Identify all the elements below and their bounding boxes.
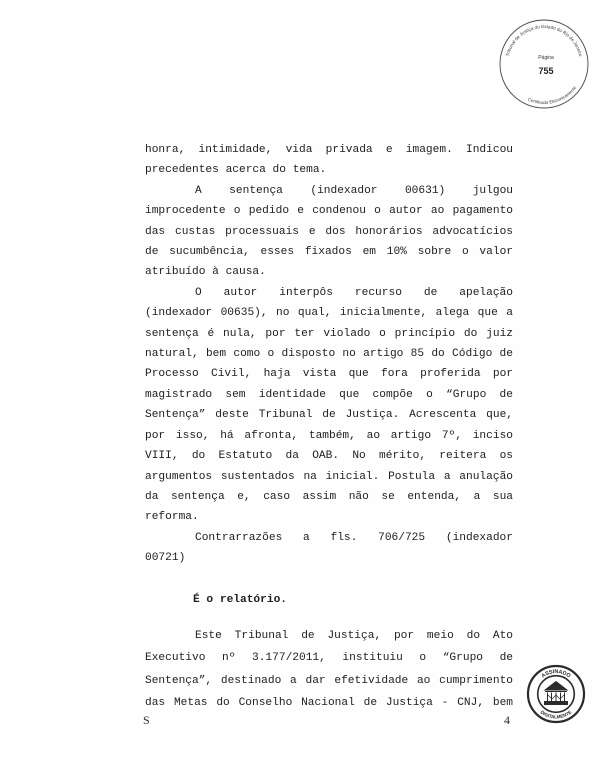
text-line: honra, intimidade, vida privada e imagem. Indicou (145, 144, 513, 156)
stamp-page-label: Página (538, 55, 554, 61)
text-line: A sentença (indexador 00631) julgou (195, 184, 513, 197)
text-line: Processo Civil, haja vista que fora proferida por (145, 368, 513, 381)
stamp-arc-bottom-text: Certificado Eletronicamente (527, 85, 578, 105)
paragraph (145, 283, 513, 528)
text-line: (indexador 00635), no qual, inicialmente, alega que a (145, 307, 513, 320)
text-line: de sucumbência, esses fixados em 10% sobre o valor (145, 246, 513, 259)
stamp-page-number: 755 (538, 66, 554, 76)
text-line: Executivo nº 3.177/2011, instituiu o “Grupo de (145, 652, 513, 665)
text-line: 00721) (145, 552, 186, 565)
closing-paragraph (145, 625, 513, 714)
body-text (145, 140, 513, 569)
text-line: natural, bem como o disposto no artigo 85 do Código de (145, 348, 513, 361)
text-line: da sentença e, caso assim não se entenda, a sua (145, 490, 513, 503)
seal-arc-top-text: ASSINADO (540, 669, 572, 680)
stamp-ring (500, 20, 588, 108)
text-line: Sentença”, destinado a dar efetividade ao cumprimento (145, 674, 513, 687)
text-line: precedentes acerca do tema. (145, 164, 327, 177)
text-line: atribuído à causa. (145, 266, 266, 279)
court-emblem-icon (545, 682, 568, 705)
text-line: O autor interpôs recurso de apelação (195, 286, 513, 299)
text-line: das custas processuais e dos honorários advocatícios (145, 225, 513, 238)
text-line: improcedente o pedido e condenou o autor ao pagamento (145, 205, 513, 218)
paragraph (145, 528, 513, 569)
text-line: Sentença” deste Tribunal de Justiça. Acrescenta que, (145, 409, 513, 422)
text-line: magistrado sem identidade que compõe o “Grupo de (145, 388, 513, 401)
text-line: VIII, do Estatuto da OAB. No mérito, reitera os (145, 450, 513, 463)
text-line: Contrarrazões a fls. 706/725 (indexador (195, 531, 513, 544)
text-line: sentença é nula, por ter violado o princípio do juiz (145, 327, 513, 340)
stamp-arc-top-text: Tribunal de Justiça do Estado do Rio de Janeiro (504, 24, 584, 57)
paragraph (145, 181, 513, 283)
text-line: argumentos sustentados na inicial. Postula a anulação (145, 470, 513, 483)
page-number: 4 (504, 713, 510, 727)
text-line: Este Tribunal de Justiça, por meio do Ato (195, 630, 513, 642)
section-heading: É o relatório. (193, 594, 287, 606)
text-line: das Metas do Conselho Nacional de Justiça - CNJ, bem (145, 696, 513, 709)
text-line: reforma. (145, 511, 199, 524)
digital-signature-seal (526, 664, 586, 724)
electronic-certification-stamp (498, 18, 590, 110)
seal-arc-bottom-text: DIGITALMENTE (539, 709, 573, 720)
paragraph (145, 140, 513, 181)
footer-initial: S (143, 713, 150, 727)
text-line: por isso, há afronta, também, ao artigo 7º, inciso (145, 429, 513, 442)
